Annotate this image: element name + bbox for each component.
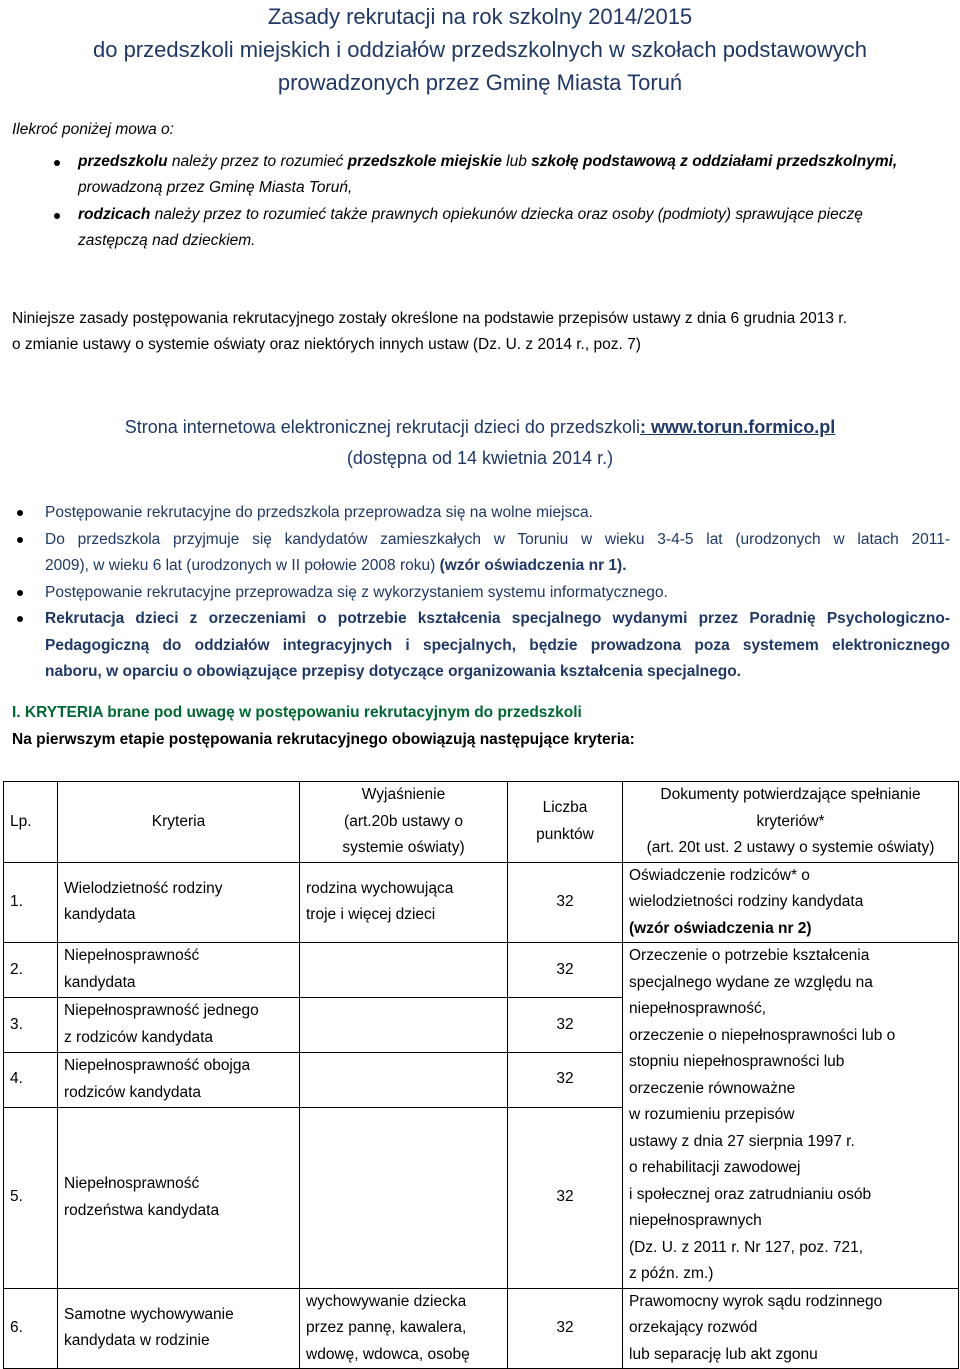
criteria-table [3, 781, 959, 1369]
header-points: Liczba punktów [508, 782, 623, 863]
row-explanation: wychowywanie dziecka przez pannę, kawalera, wdowę, wdowca, osobę [300, 1288, 508, 1369]
legal-basis-line-1: Niniejsze zasady postępowania rekrutacyjnego zostały określone na podstawie przepisów ustawy z dnia 6 grudnia 2013 r. [12, 310, 847, 327]
row-lp: 4. [4, 1052, 58, 1107]
row-criterion: Niepełnosprawność rodzeństwa kandydata [58, 1107, 300, 1288]
row-documents-disability: Orzeczenie o potrzebie kształcenia specjalnego wydane ze względu na niepełnosprawność, orzeczenie o niepełnosprawności lub o stopniu niepełnosprawności lub orzeczenie równoważne w rozumieniu przepisów ustawy z dnia 27 sierpnia 1997 r. o rehabilitacji zawodowej i społecznej oraz zatrudnianiu osób niepełnosprawnych (Dz. U. z 2011 r. Nr 127, poz. 721, z późn. zm.) [623, 943, 959, 1289]
header-explanation: Wyjaśnienie (art.20b ustawy o systemie oświaty) [300, 782, 508, 863]
row-points: 32 [508, 943, 623, 998]
row-criterion: Wielodzietność rodziny kandydata [58, 862, 300, 943]
row-criterion: Niepełnosprawność obojga rodziców kandydata [58, 1052, 300, 1107]
website-availability: (dostępna od 14 kwietnia 2014 r.) [346, 448, 614, 468]
title-line-3: prowadzonych przez Gminę Miasta Toruń [277, 70, 683, 95]
table-header-row [4, 782, 959, 863]
website-text: Strona internetowa elektronicznej rekrutacji dzieci do przedszkoli [124, 417, 640, 437]
page-title [0, 0, 960, 99]
table-row [4, 862, 959, 943]
bullet-icon [17, 537, 23, 543]
row-points: 32 [508, 997, 623, 1052]
row-explanation [300, 1052, 508, 1107]
row-explanation: rodzina wychowująca troje i więcej dzieci [300, 862, 508, 943]
header-documents: Dokumenty potwierdzające spełnianie kryteriów* (art. 20t ust. 2 ustawy o systemie oświaty) [623, 782, 959, 863]
row-points: 32 [508, 1052, 623, 1107]
row-points: 32 [508, 1107, 623, 1288]
criteria-heading: I. KRYTERIA brane pod uwagę w postępowaniu rekrutacyjnym do przedszkoli [12, 704, 582, 721]
definition-item-1-cont: prowadzoną przez Gminę Miasta Toruń, [78, 179, 353, 196]
row-points: 32 [508, 1288, 623, 1369]
bullet-icon [54, 160, 60, 166]
row-lp: 2. [4, 943, 58, 998]
row-criterion: Niepełnosprawność jednego z rodziców kandydata [58, 997, 300, 1052]
title-line-1: Zasady rekrutacji na rok szkolny 2014/2015 [267, 4, 693, 29]
definitions-intro: Ilekroć poniżej mowa o: [12, 121, 174, 138]
row-lp: 1. [4, 862, 58, 943]
header-lp: Lp. [4, 782, 58, 863]
row-lp: 3. [4, 997, 58, 1052]
table-row [4, 1288, 959, 1369]
bullet-icon [17, 510, 23, 516]
definition-item-2-cont: zastępczą nad dzieckiem. [78, 232, 256, 249]
table-row [4, 943, 959, 998]
row-explanation [300, 1107, 508, 1288]
row-documents: Oświadczenie rodziców* o wielodzietności rodziny kandydata (wzór oświadczenia nr 2) [623, 862, 959, 943]
criteria-subheading: Na pierwszym etapie postępowania rekrutacyjnego obowiązują następujące kryteria: [12, 731, 635, 748]
website-link[interactable]: : www.torun.formico.pl [639, 417, 836, 437]
row-lp: 5. [4, 1107, 58, 1288]
definition-item-1: przedszkolu należy przez to rozumieć przedszkole miejskie lub szkołę podstawową z oddziałami przedszkolnymi, [78, 153, 898, 170]
row-explanation [300, 997, 508, 1052]
rule-1: Postępowanie rekrutacyjne do przedszkola przeprowadza się na wolne miejsca. [45, 504, 593, 521]
header-criteria: Kryteria [58, 782, 300, 863]
rule-3: Postępowanie rekrutacyjne przeprowadza się z wykorzystaniem systemu informatycznego. [45, 584, 668, 601]
legal-basis-line-2: o zmianie ustawy o systemie oświaty oraz niektórych innych ustaw (Dz. U. z 2014 r., poz. 7) [12, 336, 641, 353]
definition-item-2: rodzicach należy przez to rozumieć także prawnych opiekunów dziecka oraz osoby (podmioty) sprawujące pieczę [78, 206, 863, 223]
website-line [0, 412, 960, 442]
rule-4: Rekrutacja dzieci z orzeczeniami o potrzebie kształcenia specjalnego wydanymi przez Poradnię Psychologiczno- Pedagogiczną do oddziałów integracyjnych i specjalnych, będzie prowadzona poza systemem elektronicznego naboru, w oparciu o obowiązujące przepisy dotyczące organizowania kształcenia specjalnego. [45, 610, 950, 680]
bullet-icon [17, 590, 23, 596]
bullet-icon [17, 616, 23, 622]
row-documents: Prawomocny wyrok sądu rodzinnego orzekający rozwód lub separację lub akt zgonu [623, 1288, 959, 1369]
rule-2-line-2: 2009), w wieku 6 lat (urodzonych w II połowie 2008 roku) (wzór oświadczenia nr 1). [45, 557, 627, 574]
row-points: 32 [508, 862, 623, 943]
row-criterion: Niepełnosprawność kandydata [58, 943, 300, 998]
row-explanation [300, 943, 508, 998]
title-line-2: do przedszkoli miejskich i oddziałów przedszkolnych w szkołach podstawowych [92, 37, 867, 62]
row-criterion: Samotne wychowywanie kandydata w rodzinie [58, 1288, 300, 1369]
rule-2-line-1: Do przedszkola przyjmuje się kandydatów zamieszkałych w Toruniu w wieku 3-4-5 lat (urodzonych w latach 2011- [45, 531, 950, 548]
bullet-icon [54, 213, 60, 219]
row-lp: 6. [4, 1288, 58, 1369]
